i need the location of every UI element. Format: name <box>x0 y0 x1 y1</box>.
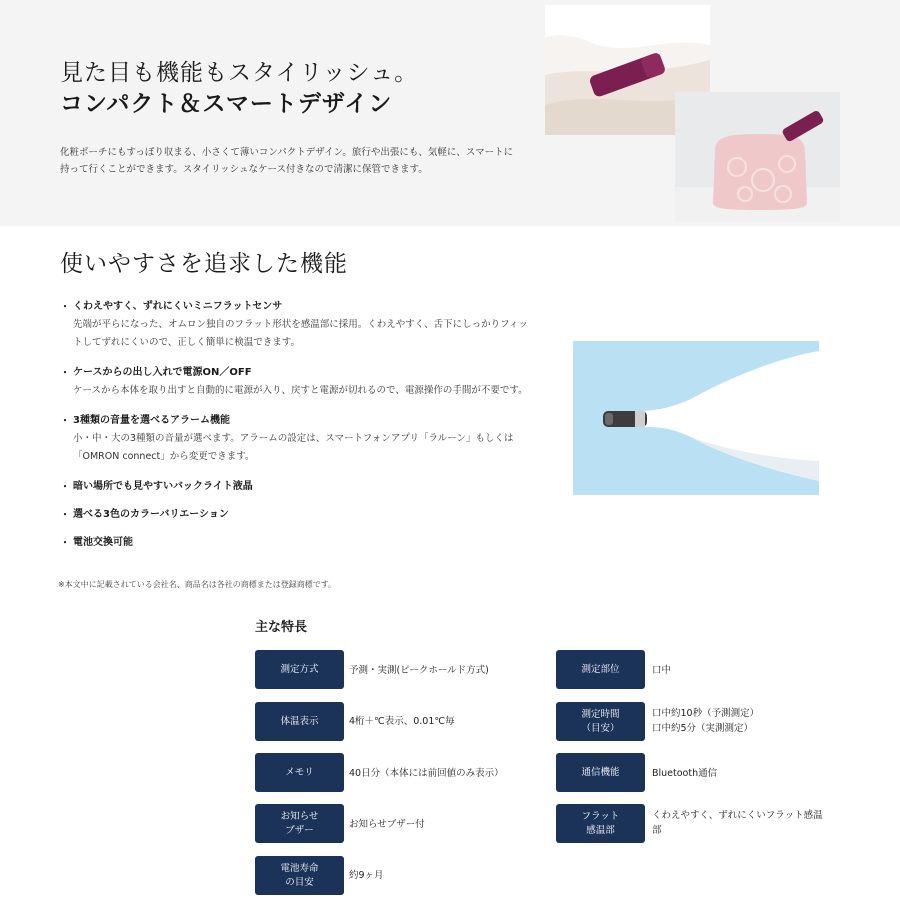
spec-value: 4桁＋℃表示、0.01℃毎 <box>349 716 455 727</box>
spec-label: 通信機能 <box>556 753 645 792</box>
spec-value: 40日分（本体には前回値のみ表示） <box>349 768 504 779</box>
spec-label: 電池寿命 の目安 <box>255 856 344 895</box>
spec-value: お知らせブザー付 <box>349 819 425 830</box>
specs-title: 主な特長 <box>255 620 308 635</box>
bullet: ・ <box>60 510 70 521</box>
spec-label: お知らせ ブザー <box>255 804 344 843</box>
feature-title: くわえやすく、ずれにくいミニフラットセンサ <box>73 301 283 312</box>
feature-description: ケースから本体を取り出すと自動的に電源が入り、戻すと電源が切れるので、電源操作の手間が不要です。 <box>73 385 528 396</box>
feature-title: ケースからの出し入れで電源ON／OFF <box>73 367 252 378</box>
feature-title: 3種類の音量を選べるアラーム機能 <box>73 415 230 426</box>
trademark-note: ※本文中に記載されている会社名、商品名は各社の商標または登録商標です。 <box>58 580 337 589</box>
spec-label: 体温表示 <box>255 702 344 741</box>
feature-title: 暗い場所でも見やすいバックライト液晶 <box>73 481 253 492</box>
feature-item <box>60 364 530 400</box>
spec-label: メモリ <box>255 753 344 792</box>
feature-description: 先端が平らになった、オムロン独自のフラット形状を感温部に採用。くわえやすく、舌下にしっかりフィットしてずれにくいので、正しく簡単に検温できます。 <box>73 319 528 348</box>
bullet: ・ <box>60 302 70 313</box>
feature-item <box>60 298 530 352</box>
feature-list <box>60 298 530 564</box>
feature-title: 電池交換可能 <box>73 537 133 548</box>
feature-item <box>60 506 530 524</box>
feature-item <box>60 534 530 552</box>
feature-description: 小・中・大の3種類の音量が選べます。アラームの設定は、スマートフォンアプリ「ラルーン」もしくは「OMRON connect」から変更できます。 <box>73 433 514 462</box>
feature-title: 選べる3色のカラーバリエーション <box>73 509 229 520</box>
bullet: ・ <box>60 538 70 549</box>
spec-label: 測定方式 <box>255 650 344 689</box>
spec-value: 約9ヶ月 <box>349 870 384 881</box>
spec-label: 測定時間 （目安） <box>556 702 645 741</box>
feature-item <box>60 478 530 496</box>
spec-label: 測定部位 <box>556 650 645 689</box>
feature-item <box>60 412 530 466</box>
product-with-pouch-photo <box>675 92 840 222</box>
hero-section <box>0 0 900 226</box>
spec-value: 予測・実測(ピークホールド方式) <box>349 665 489 676</box>
hero-description: 化粧ポーチにもすっぽり収まる、小さくて薄いコンパクトデザイン。旅行や出張にも、気軽に、スマートに持って行くことができます。スタイリッシュなケース付きなので清潔に保管できます。 <box>60 147 514 175</box>
spec-value: くわえやすく、ずれにくいフラット感温 部 <box>652 810 823 836</box>
usability-title: 使いやすさを追求した機能 <box>60 251 348 277</box>
bullet: ・ <box>60 416 70 427</box>
hero-title <box>60 58 418 120</box>
sensor-tip-photo <box>573 341 819 495</box>
hero-title-line1: 見た目も機能もスタイリッシュ。 <box>60 60 419 86</box>
spec-value: 口中約10秒（予測測定） 口中約5分（実測測定） <box>652 708 760 734</box>
hero-title-line2: コンパクト＆スマートデザイン <box>60 91 393 117</box>
bullet: ・ <box>60 368 70 379</box>
spec-value: Bluetooth通信 <box>652 768 718 779</box>
spec-value: 口中 <box>652 665 672 676</box>
spec-label: フラット 感温部 <box>556 804 645 843</box>
bullet: ・ <box>60 482 70 493</box>
